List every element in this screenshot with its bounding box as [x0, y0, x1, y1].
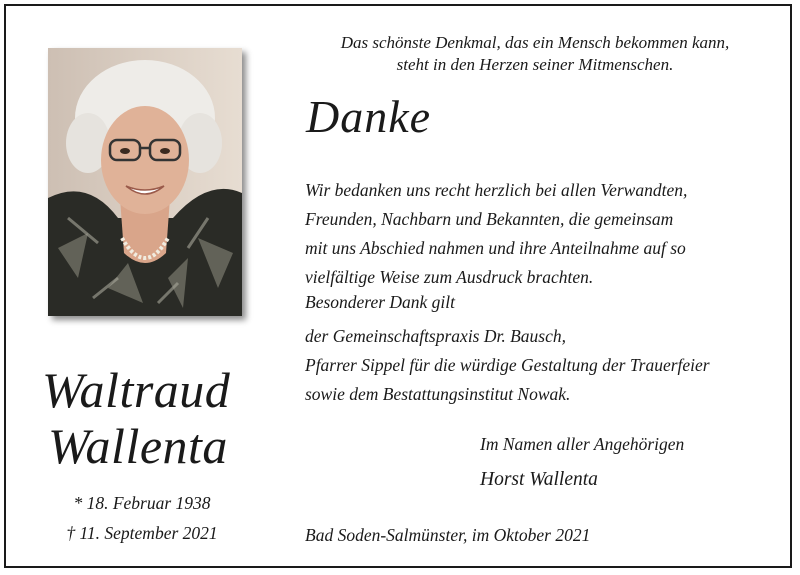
- birth-date: * 18. Februar 1938: [73, 493, 211, 513]
- thanks-heading: Danke: [306, 91, 432, 142]
- thanks-item: der Gemeinschaftspraxis Dr. Bausch,: [305, 326, 567, 346]
- family-line: Im Namen aller Angehörigen: [480, 434, 685, 454]
- deceased-name: [42, 362, 262, 474]
- memorial-quote: [300, 32, 770, 76]
- special-thanks-list: [305, 322, 785, 409]
- quote-line-2: steht in den Herzen seiner Mitmenschen.: [396, 55, 674, 74]
- quote-line-1: Das schönste Denkmal, das ein Mensch bekommen kann,: [340, 33, 730, 52]
- thanks-item: Pfarrer Sippel für die würdige Gestaltung der Trauerfeier: [305, 355, 710, 375]
- body-line: Freunden, Nachbarn und Bekannten, die gemeinsam: [305, 209, 674, 229]
- death-date: † 11. September 2021: [66, 523, 218, 543]
- thanks-body: [305, 176, 775, 292]
- portrait-image: [48, 48, 242, 316]
- deceased-last-name: Wallenta: [48, 418, 228, 474]
- deceased-first-name: Waltraud: [42, 362, 231, 418]
- body-line: Wir bedanken uns recht herzlich bei allen Verwandten,: [305, 180, 688, 200]
- portrait-photo: [48, 48, 242, 316]
- special-thanks-heading: Besonderer Dank gilt: [305, 292, 456, 312]
- body-line: mit uns Abschied nahmen und ihre Anteilnahme auf so: [305, 238, 686, 258]
- thanks-item: sowie dem Bestattungsinstitut Nowak.: [305, 384, 571, 404]
- body-line: vielfältige Weise zum Ausdruck brachten.: [305, 267, 594, 287]
- place-date: Bad Soden-Salmünster, im Oktober 2021: [305, 525, 591, 545]
- signer-name: Horst Wallenta: [480, 469, 598, 490]
